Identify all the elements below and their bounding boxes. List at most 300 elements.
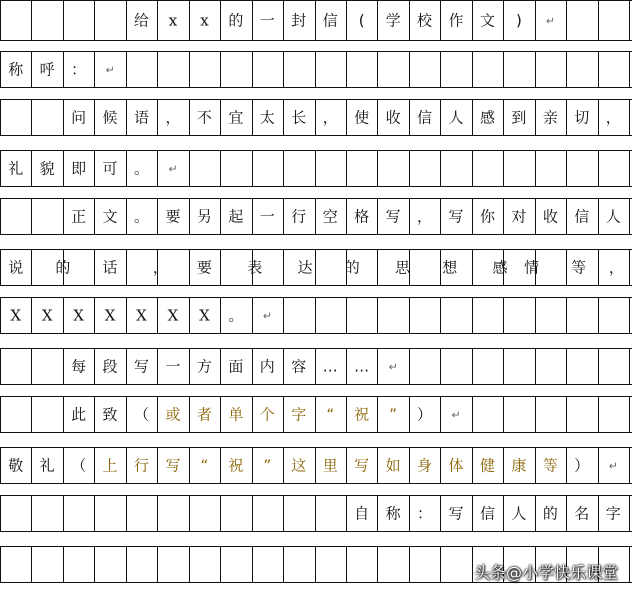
grid-cell-divider (315, 151, 316, 186)
grid-cell-divider (252, 349, 253, 384)
grid-character: X (41, 306, 53, 324)
grid-cell-divider (31, 298, 32, 333)
grid-cell-divider (252, 1, 253, 40)
grid-row (0, 447, 632, 484)
grid-cell-divider (377, 397, 378, 432)
grid-cell-divider (440, 448, 441, 483)
grid-cell-divider (598, 397, 599, 432)
grid-cell-divider (0, 397, 1, 432)
grid-row (0, 396, 632, 433)
grid-cell-divider (31, 448, 32, 483)
grid-cell-divider (315, 397, 316, 432)
grid-cell-divider (283, 199, 284, 234)
grid-cell-divider (283, 496, 284, 531)
grid-character: 面 (228, 357, 244, 375)
grid-character: 字 (291, 405, 307, 423)
grid-cell-divider (377, 298, 378, 333)
grid-character: 校 (417, 11, 433, 29)
grid-cell-divider (126, 199, 127, 234)
grid-cell-divider (440, 52, 441, 87)
grid-character: 格 (354, 207, 370, 225)
grid-character: 内 (259, 357, 275, 375)
grid-character: X (136, 306, 147, 324)
grid-cell-divider (409, 547, 410, 582)
grid-character: 文 (479, 11, 495, 29)
grid-cell-divider (566, 397, 567, 432)
grid-cell-divider (189, 496, 190, 531)
grid-character: 学 (385, 11, 401, 29)
grid-character: 此 (71, 405, 87, 423)
grid-cell-divider (629, 547, 630, 582)
grid-cell-divider (94, 199, 95, 234)
grid-cell-divider (503, 397, 504, 432)
grid-character: ） (574, 456, 590, 474)
grid-cell-divider (157, 298, 158, 333)
grid-character: 等 (542, 456, 558, 474)
grid-character: 行 (291, 207, 307, 225)
grid-cell-divider (157, 199, 158, 234)
grid-cell-divider (440, 547, 441, 582)
grid-cell-divider (440, 397, 441, 432)
grid-character: 人 (605, 207, 621, 225)
grid-character: 文 (102, 207, 118, 225)
grid-cell-divider (535, 52, 536, 87)
grid-character: 人 (511, 504, 527, 522)
grid-character: 作 (448, 11, 464, 29)
grid-row (0, 198, 632, 235)
grid-cell-divider (346, 349, 347, 384)
grid-cell-divider (629, 52, 630, 87)
grid-cell-divider (126, 349, 127, 384)
grid-cell-divider (440, 151, 441, 186)
grid-character: X (10, 306, 22, 324)
grid-cell-divider (503, 199, 504, 234)
grid-cell-divider (157, 349, 158, 384)
grid-cell-divider (409, 100, 410, 135)
grid-character: ( (358, 11, 365, 29)
grid-cell-divider (377, 547, 378, 582)
grid-cell-divider (409, 397, 410, 432)
grid-cell-divider (0, 298, 1, 333)
grid-cell-divider (346, 52, 347, 87)
grid-character: （ (134, 405, 150, 423)
grid-character: 礼 (8, 159, 24, 177)
grid-cell-divider (535, 1, 536, 40)
grid-cell-divider (409, 448, 410, 483)
grid-character: 的 (55, 258, 71, 276)
grid-cell-divider (566, 448, 567, 483)
grid-cell-divider (535, 151, 536, 186)
grid-character: 表 (247, 258, 263, 276)
grid-cell-divider (94, 298, 95, 333)
grid-character: 。 (228, 306, 244, 324)
grid-cell-divider (0, 448, 1, 483)
grid-cell-divider (440, 199, 441, 234)
grid-character: 。 (134, 207, 150, 225)
grid-cell-divider (566, 52, 567, 87)
grid-character: 写 (385, 207, 401, 225)
grid-cell-divider (94, 151, 95, 186)
grid-row (0, 495, 632, 532)
grid-character: ， (152, 258, 168, 276)
grid-cell-divider (63, 151, 64, 186)
grid-cell-divider (94, 496, 95, 531)
grid-cell-divider (598, 52, 599, 87)
grid-cell-divider (503, 496, 504, 531)
grid-cell-divider (157, 52, 158, 87)
grid-cell-divider (598, 496, 599, 531)
grid-cell-divider (31, 349, 32, 384)
grid-character: 名 (574, 504, 590, 522)
grid-cell-divider (63, 298, 64, 333)
grid-character: 貌 (39, 159, 55, 177)
grid-character: 空 (322, 207, 338, 225)
grid-cell-divider (503, 52, 504, 87)
grid-character: 想 (442, 258, 458, 276)
grid-cell-divider (31, 100, 32, 135)
grid-cell-divider (598, 1, 599, 40)
grid-cell-divider (63, 397, 64, 432)
grid-character: X (104, 306, 116, 324)
grid-cell-divider (31, 250, 32, 285)
grid-character: 收 (542, 207, 558, 225)
grid-character: 每 (71, 357, 87, 375)
grid-character: 收 (385, 108, 401, 126)
grid-character: 祝 (228, 456, 244, 474)
grid-cell-divider (346, 547, 347, 582)
grid-cell-divider (63, 1, 64, 40)
grid-cell-divider (346, 151, 347, 186)
grid-character: ， (417, 207, 433, 225)
grid-character: X (167, 306, 179, 324)
grid-cell-divider (472, 298, 473, 333)
grid-cell-divider (503, 1, 504, 40)
grid-character: ： (417, 504, 433, 522)
grid-cell-divider (629, 199, 630, 234)
grid-cell-divider (315, 250, 316, 285)
grid-cell-divider (566, 250, 567, 285)
grid-character: 致 (102, 405, 118, 423)
paragraph-mark: ↵ (388, 360, 398, 373)
grid-cell-divider (377, 52, 378, 87)
grid-cell-divider (252, 448, 253, 483)
grid-character: 起 (228, 207, 244, 225)
grid-cell-divider (63, 547, 64, 582)
grid-cell-divider (94, 349, 95, 384)
grid-cell-divider (220, 547, 221, 582)
grid-cell-divider (409, 199, 410, 234)
grid-cell-divider (472, 349, 473, 384)
grid-cell-divider (598, 298, 599, 333)
grid-cell-divider (157, 1, 158, 40)
grid-character: 达 (297, 258, 313, 276)
grid-cell-divider (220, 448, 221, 483)
grid-character: … (322, 357, 338, 375)
grid-cell-divider (346, 1, 347, 40)
grid-cell-divider (220, 1, 221, 40)
grid-character: X (199, 306, 210, 324)
grid-character: 太 (259, 108, 275, 126)
grid-cell-divider (189, 298, 190, 333)
grid-cell-divider (535, 298, 536, 333)
grid-cell-divider (94, 100, 95, 135)
grid-cell-divider (598, 151, 599, 186)
grid-cell-divider (629, 151, 630, 186)
grid-cell-divider (472, 1, 473, 40)
grid-cell-divider (346, 298, 347, 333)
grid-character: 写 (354, 456, 370, 474)
grid-character: x (200, 11, 209, 29)
grid-cell-divider (0, 151, 1, 186)
grid-cell-divider (535, 349, 536, 384)
grid-character: 信 (479, 504, 495, 522)
grid-cell-divider (31, 397, 32, 432)
grid-row (0, 0, 632, 41)
grid-cell-divider (31, 199, 32, 234)
grid-character: 等 (571, 258, 587, 276)
grid-cell-divider (535, 496, 536, 531)
grid-cell-divider (409, 298, 410, 333)
paragraph-mark: ↵ (545, 14, 555, 27)
grid-cell-divider (189, 250, 190, 285)
grid-cell-divider (315, 448, 316, 483)
grid-character: “ (200, 456, 209, 474)
grid-character: 一 (259, 207, 275, 225)
grid-cell-divider (126, 298, 127, 333)
grid-cell-divider (283, 52, 284, 87)
grid-character: 写 (134, 357, 150, 375)
grid-character: 思 (395, 258, 411, 276)
grid-cell-divider (31, 52, 32, 87)
grid-cell-divider (377, 349, 378, 384)
grid-character: 如 (385, 456, 401, 474)
grid-cell-divider (377, 496, 378, 531)
grid-cell-divider (126, 1, 127, 40)
grid-cell-divider (598, 250, 599, 285)
grid-character: 段 (102, 357, 118, 375)
grid-character: … (354, 357, 370, 375)
grid-character: 呼 (39, 60, 55, 78)
grid-character: 。 (134, 159, 150, 177)
grid-cell-divider (503, 448, 504, 483)
grid-row (0, 348, 632, 385)
grid-cell-divider (252, 547, 253, 582)
grid-cell-divider (126, 547, 127, 582)
grid-cell-divider (126, 448, 127, 483)
grid-cell-divider (503, 100, 504, 135)
grid-cell-divider (63, 496, 64, 531)
paragraph-mark: ↵ (262, 309, 272, 322)
grid-cell-divider (409, 151, 410, 186)
grid-character: 单 (228, 405, 244, 423)
grid-cell-divider (598, 100, 599, 135)
grid-row (0, 297, 632, 334)
grid-cell-divider (252, 100, 253, 135)
grid-cell-divider (94, 547, 95, 582)
paragraph-mark: ↵ (168, 162, 178, 175)
grid-character: 的 (344, 258, 360, 276)
grid-cell-divider (409, 349, 410, 384)
grid-cell-divider (440, 250, 441, 285)
grid-cell-divider (252, 397, 253, 432)
grid-cell-divider (252, 151, 253, 186)
grid-character: 称 (385, 504, 401, 522)
grid-cell-divider (157, 397, 158, 432)
grid-cell-divider (283, 397, 284, 432)
grid-character: 你 (479, 207, 495, 225)
grid-cell-divider (283, 547, 284, 582)
grid-character: 祝 (354, 405, 370, 423)
grid-cell-divider (283, 100, 284, 135)
grid-cell-divider (472, 52, 473, 87)
grid-cell-divider (629, 250, 630, 285)
grid-character: 敬 (8, 456, 24, 474)
paragraph-mark: ↵ (451, 408, 461, 421)
grid-row (0, 249, 632, 286)
grid-character: 字 (605, 504, 621, 522)
grid-cell-divider (126, 151, 127, 186)
grid-cell-divider (566, 199, 567, 234)
grid-cell-divider (126, 496, 127, 531)
grid-cell-divider (157, 448, 158, 483)
grid-character: ) (515, 11, 522, 29)
grid-cell-divider (346, 199, 347, 234)
grid-character: 一 (165, 357, 181, 375)
grid-character: 到 (511, 108, 527, 126)
grid-character: 即 (71, 159, 87, 177)
grid-cell-divider (126, 100, 127, 135)
grid-character: 要 (165, 207, 181, 225)
grid-cell-divider (629, 448, 630, 483)
grid-cell-divider (315, 349, 316, 384)
grid-cell-divider (189, 349, 190, 384)
grid-character: 要 (196, 258, 212, 276)
grid-cell-divider (189, 199, 190, 234)
grid-cell-divider (283, 250, 284, 285)
grid-character: 宜 (228, 108, 244, 126)
grid-cell-divider (283, 448, 284, 483)
grid-row (0, 51, 632, 88)
grid-character: 使 (354, 108, 370, 126)
grid-cell-divider (94, 397, 95, 432)
grid-cell-divider (346, 448, 347, 483)
grid-cell-divider (503, 298, 504, 333)
grid-character: 的 (228, 11, 244, 29)
grid-cell-divider (535, 199, 536, 234)
grid-cell-divider (409, 52, 410, 87)
grid-character: 信 (574, 207, 590, 225)
grid-character: 的 (542, 504, 558, 522)
grid-character: 健 (479, 456, 495, 474)
grid-cell-divider (0, 1, 1, 40)
grid-cell-divider (63, 52, 64, 87)
grid-cell-divider (31, 496, 32, 531)
grid-character: 长 (291, 108, 307, 126)
grid-cell-divider (63, 448, 64, 483)
grid-character: 亲 (542, 108, 558, 126)
grid-cell-divider (503, 349, 504, 384)
grid-cell-divider (252, 52, 253, 87)
grid-cell-divider (220, 298, 221, 333)
grid-cell-divider (252, 496, 253, 531)
grid-cell-divider (535, 448, 536, 483)
grid-cell-divider (440, 298, 441, 333)
grid-cell-divider (252, 298, 253, 333)
grid-cell-divider (440, 349, 441, 384)
grid-cell-divider (283, 349, 284, 384)
grid-character: 写 (448, 207, 464, 225)
grid-character: ， (608, 258, 624, 276)
grid-character: 称 (8, 60, 24, 78)
grid-cell-divider (315, 496, 316, 531)
grid-cell-divider (315, 52, 316, 87)
grid-cell-divider (31, 1, 32, 40)
grid-cell-divider (94, 52, 95, 87)
grid-cell-divider (377, 100, 378, 135)
grid-cell-divider (126, 250, 127, 285)
grid-cell-divider (566, 1, 567, 40)
grid-character: 正 (71, 207, 87, 225)
grid-character: 康 (511, 456, 527, 474)
grid-cell-divider (63, 199, 64, 234)
grid-cell-divider (0, 547, 1, 582)
grid-cell-divider (377, 250, 378, 285)
grid-character: 切 (574, 108, 590, 126)
grid-cell-divider (189, 1, 190, 40)
grid-cell-divider (440, 100, 441, 135)
grid-row (0, 150, 632, 187)
grid-cell-divider (472, 397, 473, 432)
paragraph-mark: ↵ (608, 459, 618, 472)
grid-cell-divider (346, 397, 347, 432)
grid-cell-divider (346, 496, 347, 531)
grid-cell-divider (220, 250, 221, 285)
grid-cell-divider (598, 199, 599, 234)
grid-character: 对 (511, 207, 527, 225)
grid-cell-divider (283, 151, 284, 186)
grid-cell-divider (0, 52, 1, 87)
grid-character: 话 (102, 258, 118, 276)
grid-cell-divider (440, 1, 441, 40)
grid-character: 这 (291, 456, 307, 474)
grid-cell-divider (0, 496, 1, 531)
grid-cell-divider (377, 448, 378, 483)
grid-cell-divider (503, 151, 504, 186)
grid-character: 情 (523, 258, 540, 276)
grid-character: 里 (322, 456, 338, 474)
grid-cell-divider (189, 397, 190, 432)
grid-character: 说 (8, 258, 24, 276)
grid-cell-divider (283, 1, 284, 40)
grid-cell-divider (0, 349, 1, 384)
grid-character: 自 (354, 504, 370, 522)
grid-cell-divider (315, 199, 316, 234)
grid-cell-divider (252, 199, 253, 234)
grid-cell-divider (94, 1, 95, 40)
grid-cell-divider (31, 151, 32, 186)
grid-cell-divider (63, 349, 64, 384)
grid-cell-divider (189, 448, 190, 483)
grid-character: 方 (196, 357, 212, 375)
grid-character: 感 (492, 258, 508, 276)
grid-cell-divider (157, 547, 158, 582)
grid-cell-divider (31, 547, 32, 582)
grid-cell-divider (315, 547, 316, 582)
grid-cell-divider (220, 349, 221, 384)
grid-character: （ (71, 456, 87, 474)
grid-cell-divider (157, 100, 158, 135)
grid-character: 体 (448, 456, 464, 474)
